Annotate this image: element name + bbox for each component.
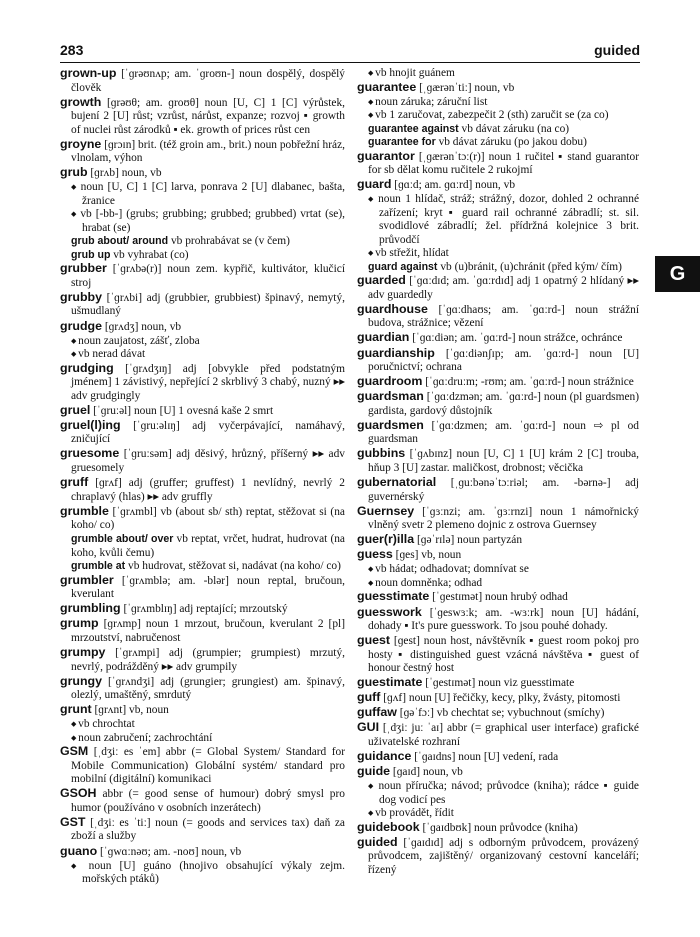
sense-text: vb vyhrabat (co)	[113, 248, 189, 261]
headword: grubber	[60, 261, 107, 276]
sense-text: noun příručka; návod; průvodce (kniha); rádce ▪ guide dog vodicí pes	[378, 780, 639, 806]
sense-text: noun 1 hlídač, stráž; strážný, dozor, dohled 2 ochranné zařízení; kryt ▪ guard rail ochranné zábradlí; st. sil. svodidlové zábradlí; žel. přídržná kolejnice 3 brit. průvodčí	[378, 193, 640, 246]
entry-body: [ˈɡɑːdɪd; am. ˈɡɑːrdɪd] adj 1 opatrný 2 hlídaný ▸▸ adv guardedly	[368, 275, 639, 301]
entry-body: [ˈɡrʌndʒi] adj (grungier; grungiest) am. špinavý, olezlý, umaštěný, smrdutý	[71, 675, 345, 702]
headword: guardianship	[357, 345, 435, 360]
thumb-index-tab: G	[655, 256, 700, 292]
sense-line	[357, 577, 639, 591]
headword: guarantor	[357, 148, 415, 163]
entry-body: [ˌdʒiː es ˈem] abbr (= Global System/ Standard for Mobile Communication) Globální systém/ standard pro mobilní (digitální) komunikaci	[71, 746, 345, 786]
headword: grudging	[60, 360, 114, 375]
headword: groyne	[60, 136, 102, 151]
headword: grumbling	[60, 601, 121, 616]
bullet-icon: ◆	[71, 183, 81, 192]
headword: grumpy	[60, 645, 106, 659]
entry-body: [ˈɡrʌbə(r)] noun zem. kypřič, kultivátor, klučicí stroj	[71, 263, 346, 289]
phrasal-headword: grumble about/ over	[71, 533, 174, 546]
entry-body: [ɡrʌdʒ] noun, vb	[104, 320, 182, 333]
entry-guano	[60, 845, 345, 860]
headword: gruff	[60, 475, 89, 490]
sense-line	[357, 193, 639, 247]
entry-grumbler	[60, 574, 345, 602]
entry-body: [ˈɡrʌmpi] adj (grumpier; grumpiest) mrzutý, nevrlý, podrážděný ▸▸ adv grumpily	[71, 647, 345, 673]
headword: guestimate	[357, 675, 423, 690]
entry-grumpy	[60, 646, 345, 674]
entry-body: [ˈɡaɪdɪd] adj s odborným průvodcem, provázený průvodcem, zajištěný/ organizovaný cestovní kanceláří; řízený	[368, 836, 639, 876]
entry-body: [ɡrʌmp] noun 1 mrzout, bručoun, kverulant 2 [pl] mrzoutství, nabručenost	[71, 618, 345, 644]
entry-grumbling	[60, 602, 345, 617]
entry-body: abbr (= good sense of humour) dobrý smysl pro humor (používáno v osobních inzerátech)	[71, 788, 345, 814]
entry-grumble	[60, 505, 345, 533]
headword: GUI	[357, 720, 380, 735]
entry-body: [ˌɡærənˈtiː] noun, vb	[419, 81, 515, 94]
entry-gruel	[60, 404, 345, 419]
bullet-icon: ◆	[368, 97, 376, 106]
sense-text: vb provádět, řídit	[375, 807, 454, 820]
entry-body: [ˈɡwɑːnəʊ; am. -noʊ] noun, vb	[100, 845, 242, 858]
headword: guest	[357, 633, 391, 648]
entry-body: [ˈɡɑːdhaʊs; am. ˈɡɑːrd-] noun strážní budova, strážnice; vězení	[368, 303, 639, 330]
guide-word: guided	[594, 42, 640, 58]
entry-body: [ˈɡɑːdiən; am. ˈɡɑːrd-] noun strážce, ochránce	[412, 332, 623, 345]
entry-grungy	[60, 675, 345, 703]
entry-body: [ˈɡaɪdbʊk] noun průvodce (kniha)	[422, 821, 578, 834]
entry-grubber	[60, 262, 345, 290]
entry-gui	[357, 721, 639, 749]
phrasal-headword: guarantee for	[368, 136, 436, 149]
entry-guess	[357, 548, 639, 563]
phrasal-headword: grub about/ around	[71, 235, 169, 248]
sense-line	[60, 181, 345, 208]
headword: guffaw	[357, 705, 397, 720]
entry-gubbins	[357, 447, 639, 475]
headword: grown-up	[60, 66, 117, 80]
entry-gruff	[60, 476, 345, 504]
phrasal-headword: guard against	[368, 260, 438, 273]
entry-grub	[60, 166, 345, 181]
phrasal-headword: grumble at	[71, 560, 126, 573]
headword: grump	[60, 616, 99, 631]
entry-body: [ˈɡestɪmət] noun viz guesstimate	[425, 677, 575, 690]
header-rule	[60, 62, 640, 63]
bullet-icon: ◆	[368, 578, 376, 587]
headword: grubby	[60, 289, 102, 304]
entry-body: [ɡrəʊθ; am. ɡroʊθ] noun [U, C] 1 [C] výrůstek, bujení 2 [U] růst; vzrůst, nárůst, expanze; rozvoj ▪ growth of nuclei růst zárodků ▪ ek. growth of prices růst cen	[71, 96, 345, 136]
entry-body: [ˈɡɑːdzmen; am. ˈɡɑːrd-] noun ⇨ pl od guardsman	[368, 419, 639, 446]
sense-line	[357, 247, 639, 261]
entry-grudging	[60, 362, 345, 404]
headword: guidance	[357, 749, 412, 764]
headword: grumbler	[60, 572, 114, 587]
headword: GSOH	[60, 786, 97, 801]
entry-guff	[357, 691, 639, 706]
entry-guarantor	[357, 150, 639, 178]
entry-body: [ˌɡuːbənəˈtɔːriəl; am. -bərnə-] adj guvernérský	[368, 477, 639, 503]
sense-text: noun záruka; záruční list	[375, 95, 488, 108]
entry-body: [ˈɡestɪmət] noun hrubý odhad	[432, 591, 568, 604]
entry-body: [ɡɑːd; am. ɡɑːrd] noun, vb	[394, 179, 516, 192]
entry-gsm	[60, 745, 345, 787]
headword: guardroom	[357, 374, 423, 389]
headword: grumble	[60, 503, 109, 518]
sense-text: vb reptat, vrčet, hudrat, hudrovat (na koho, kvůli čemu)	[71, 533, 345, 559]
entry-guardianship	[357, 347, 639, 375]
bullet-icon: ◆	[71, 733, 79, 742]
sense-text: vb prohrabávat se (v čem)	[170, 235, 290, 248]
entry-body: [ˈɡrʌmblɪŋ] adj reptající; mrzoutský	[123, 603, 288, 616]
sense-line	[357, 96, 639, 110]
sense-text: vb 1 zaručovat, zabezpečit 2 (sth) zaručit se (za co)	[375, 109, 609, 122]
sense-text: vb nerad dávat	[78, 348, 146, 361]
headword: guarded	[357, 273, 406, 288]
entry-body: [ˈɡrʌmbl] vb (about sb/ sth) reptat, stěžovat si (na koho/ co)	[71, 505, 345, 532]
bullet-icon: ◆	[368, 249, 376, 258]
headword: guff	[357, 690, 381, 705]
headword: guesswork	[357, 604, 422, 619]
bullet-icon: ◆	[71, 720, 79, 729]
entry-body: [ɡrʌb] noun, vb	[90, 167, 162, 180]
bullet-icon: ◆	[71, 336, 79, 345]
entry-body: [ɡəˈfɔː] vb chechtat se; vybuchnout (smíchy)	[399, 707, 605, 720]
sense-text: vb hudrovat, stěžovat si, nadávat (na koho/ co)	[128, 560, 341, 573]
entry-guest	[357, 634, 639, 676]
entry-body: [ˈɡrʌdʒɪŋ] adj [obvykle před podstatným jménem] 1 závistivý, nepřející 2 skrblivý 3 chabý, nuzný ▸▸ adv grudgingly	[71, 362, 345, 402]
entry-gruesome	[60, 447, 345, 475]
entry-body: [ˈɡɜːnzi; am. ˈɡɜːrnzi] noun 1 námořnický vlněný svetr 2 plemeno dojnic z ostrova Guernsey	[368, 505, 639, 532]
headword: gubernatorial	[357, 475, 437, 490]
sense-text: vb střežit, hlídat	[375, 247, 449, 260]
sense-text: vb hnojit guánem	[375, 67, 455, 79]
headword: guidebook	[357, 819, 420, 834]
sense-line	[60, 348, 345, 362]
bullet-icon: ◆	[368, 782, 379, 791]
bullet-icon: ◆	[368, 69, 376, 77]
headword: grudge	[60, 318, 102, 333]
headword: guarantee	[357, 79, 417, 94]
sense-text: noun zaujatost, zášť, zloba	[78, 334, 200, 347]
entry-body: [ˈɡɑːdiənʃɪp; am. ˈɡɑːrd-] noun [U] poručnictví; ochrana	[368, 347, 640, 374]
headword: guide	[357, 764, 391, 779]
entry-body: [ɡrʌnt] vb, noun	[94, 704, 169, 717]
headword: guano	[60, 843, 98, 858]
entry-body: [ˈɡeswɜːk; am. -wɜːrk] noun [U] hádání, dohady ▪ It's pure guesswork. To jsou pouhé dohady.	[368, 606, 640, 632]
entry-body: [ˈɡrʌmblə; am. -blər] noun reptal, bručoun, kverulant	[71, 574, 345, 601]
entry-guardhouse	[357, 303, 639, 331]
sense-text: vb hádat; odhadovat; domnívat se	[375, 563, 529, 576]
phrasal-headword: guarantee against	[368, 122, 459, 135]
entry-body: [ˈɡrəʊnʌp; am. ˈɡroʊn-] noun dospělý, dospělý člověk	[71, 68, 345, 94]
right-column	[357, 67, 639, 878]
headword: GST	[60, 814, 86, 829]
entry-body: [ˈɡʌbɪnz] noun [U, C] 1 [U] krám 2 [C] trouba, hňup 3 [U] zastar. maličkost, drobnost; věcička	[368, 448, 639, 474]
phrasal-verb	[60, 249, 345, 263]
entry-guarded	[357, 274, 639, 302]
entry-guarantee	[357, 81, 639, 96]
entry-guide	[357, 765, 639, 780]
sense-text: noun [U, C] 1 [C] larva, ponrava 2 [U] dlabanec, bašta, žranice	[80, 181, 345, 207]
entry-guernsey	[357, 505, 639, 533]
entry-grunt	[60, 703, 345, 718]
sense-line	[357, 807, 639, 821]
sense-text: noun zabručení; zachrochtání	[78, 731, 213, 744]
entry-body: [ɡrɔɪn] brit. (též groin am., brit.) noun pobřežní hráz, vlnolam, výhon	[71, 138, 345, 165]
bullet-icon: ◆	[71, 210, 81, 219]
entry-guard	[357, 178, 639, 193]
entry-guardsman	[357, 390, 639, 418]
entry-body: [ˈɡɑːdzmən; am. ˈɡɑːrd-] noun (pl guardsmen) gardista, gardový důstojník	[368, 391, 639, 417]
sense-text: vb chrochtat	[78, 718, 135, 731]
bullet-icon: ◆	[71, 350, 79, 359]
headword: guard	[357, 177, 392, 192]
phrasal-verb	[357, 261, 639, 275]
entry-body: [ɡaɪd] noun, vb	[392, 766, 463, 779]
sense-line	[60, 208, 345, 235]
entry-body: [ɡrʌf] adj (gruffer; gruffest) 1 nevlídný, nevrlý 2 chraplavý (hlas) ▸▸ adv gruffly	[71, 477, 345, 503]
sense-text: vb dávat záruku (po jakou dobu)	[438, 136, 587, 149]
entry-guestimate	[357, 676, 639, 691]
entry-gubernatorial	[357, 476, 639, 504]
phrasal-verb	[357, 136, 639, 150]
entry-grudge	[60, 320, 345, 335]
entry-guardroom	[357, 375, 639, 390]
phrasal-verb	[357, 123, 639, 137]
headword: gruel(l)ing	[60, 417, 121, 432]
entry-gsoh	[60, 787, 345, 815]
sense-text: noun domněnka; odhad	[375, 576, 483, 589]
entry-body: [ˌdʒiː es ˈtiː] noun (= goods and services tax) daň za zboží a služby	[71, 816, 345, 843]
entry-body: [ˌdʒiː juː ˈaɪ] abbr (= graphical user interface) grafické uživatelské rozhraní	[368, 722, 639, 748]
phrasal-verb	[60, 533, 345, 560]
entry-body: [ɡest] noun host, návštěvník ▪ guest room pokoj pro hosty ▪ distinguished guest vzácná návštěva ▪ guest of honour čestný host	[368, 635, 639, 675]
sense-text: vb (u)bránit, (u)chránit (před kým/ čím)	[440, 260, 622, 273]
entry-guer-r-illa	[357, 533, 639, 548]
sense-text: vb dávat záruku (na co)	[461, 122, 570, 135]
entry-body: [ˈɡaɪdns] noun [U] vedení, rada	[414, 751, 559, 764]
entry-guidance	[357, 750, 639, 765]
headword: Guernsey	[357, 503, 415, 518]
entry-guffaw	[357, 706, 639, 721]
headword: gubbins	[357, 446, 406, 461]
entry-guidebook	[357, 821, 639, 836]
sense-line	[60, 860, 345, 887]
entry-grump	[60, 617, 345, 645]
entry-gruel-l-ing	[60, 419, 345, 447]
page-number: 283	[60, 42, 84, 58]
entry-body: [ˈɡruːəl] noun [U] 1 ovesná kaše 2 smrt	[93, 404, 274, 417]
entry-guesswork	[357, 606, 639, 634]
sense-line	[60, 732, 345, 746]
sense-text: noun [U] guáno (hnojivo obsahující výkaly zejm. mořských ptáků)	[82, 859, 345, 886]
entry-body: [ˈɡrʌbi] adj (grubbier, grubbiest) špinavý, nemytý, ušmudlaný	[71, 291, 345, 318]
entry-grown-up	[60, 67, 345, 95]
headword: guesstimate	[357, 589, 430, 604]
entry-growth	[60, 96, 345, 138]
headword: guided	[357, 834, 398, 849]
entry-body: [ˈɡruːəlɪŋ] adj vyčerpávající, namáhavý, zničující	[71, 419, 345, 446]
sense-text: vb [-bb-] (grubs; grubbing; grubbed; grubbed) vrtat (se), hrabat (se)	[80, 208, 345, 234]
headword: guer(r)illa	[357, 532, 415, 547]
phrasal-verb	[60, 560, 345, 574]
entry-body: [ˈɡɑːdruːm; -rʊm; am. ˈɡɑːrd-] noun strážnice	[425, 376, 634, 389]
sense-line	[60, 718, 345, 732]
headword: gruesome	[60, 446, 120, 461]
entry-guided	[357, 836, 639, 878]
entry-gst	[60, 816, 345, 844]
headword: grungy	[60, 673, 102, 688]
headword: GSM	[60, 744, 89, 759]
headword: grub	[60, 165, 88, 180]
sense-line	[357, 563, 639, 577]
entry-guesstimate	[357, 590, 639, 605]
page-header	[60, 42, 640, 64]
headword: guess	[357, 547, 393, 562]
entry-grubby	[60, 291, 345, 319]
headword: guardsman	[357, 389, 424, 404]
headword: growth	[60, 94, 102, 109]
entry-body: [ˈɡruːsəm] adj děsivý, hrůzný, příšerný ▸▸ adv gruesomely	[71, 448, 345, 474]
entry-groyne	[60, 138, 345, 166]
sense-line	[357, 780, 639, 807]
headword: guardsmen	[357, 417, 424, 432]
bullet-icon: ◆	[71, 861, 89, 870]
sense-line	[357, 67, 639, 81]
phrasal-verb	[60, 235, 345, 249]
bullet-icon: ◆	[368, 195, 379, 204]
entry-body: [ɡəˈrɪlə] noun partyzán	[417, 534, 523, 547]
headword: guardhouse	[357, 301, 428, 316]
left-column	[60, 67, 345, 887]
entry-body: [ˌɡærənˈtɔː(r)] noun 1 ručitel ▪ stand guarantor for sb dělat komu ručitele 2 rukojmí	[368, 150, 639, 177]
headword: guardian	[357, 330, 410, 345]
bullet-icon: ◆	[368, 111, 376, 120]
entry-body: [ɡʌf] noun [U] řečičky, kecy, plky, žvásty, pitomosti	[383, 692, 621, 705]
entry-guardsmen	[357, 419, 639, 447]
bullet-icon: ◆	[368, 809, 376, 818]
phrasal-headword: grub up	[71, 248, 111, 261]
sense-line	[60, 335, 345, 349]
entry-guardian	[357, 331, 639, 346]
bullet-icon: ◆	[368, 565, 376, 574]
headword: grunt	[60, 702, 92, 717]
sense-line	[357, 109, 639, 123]
entry-body: [ɡes] vb, noun	[395, 549, 462, 562]
headword: gruel	[60, 402, 91, 417]
